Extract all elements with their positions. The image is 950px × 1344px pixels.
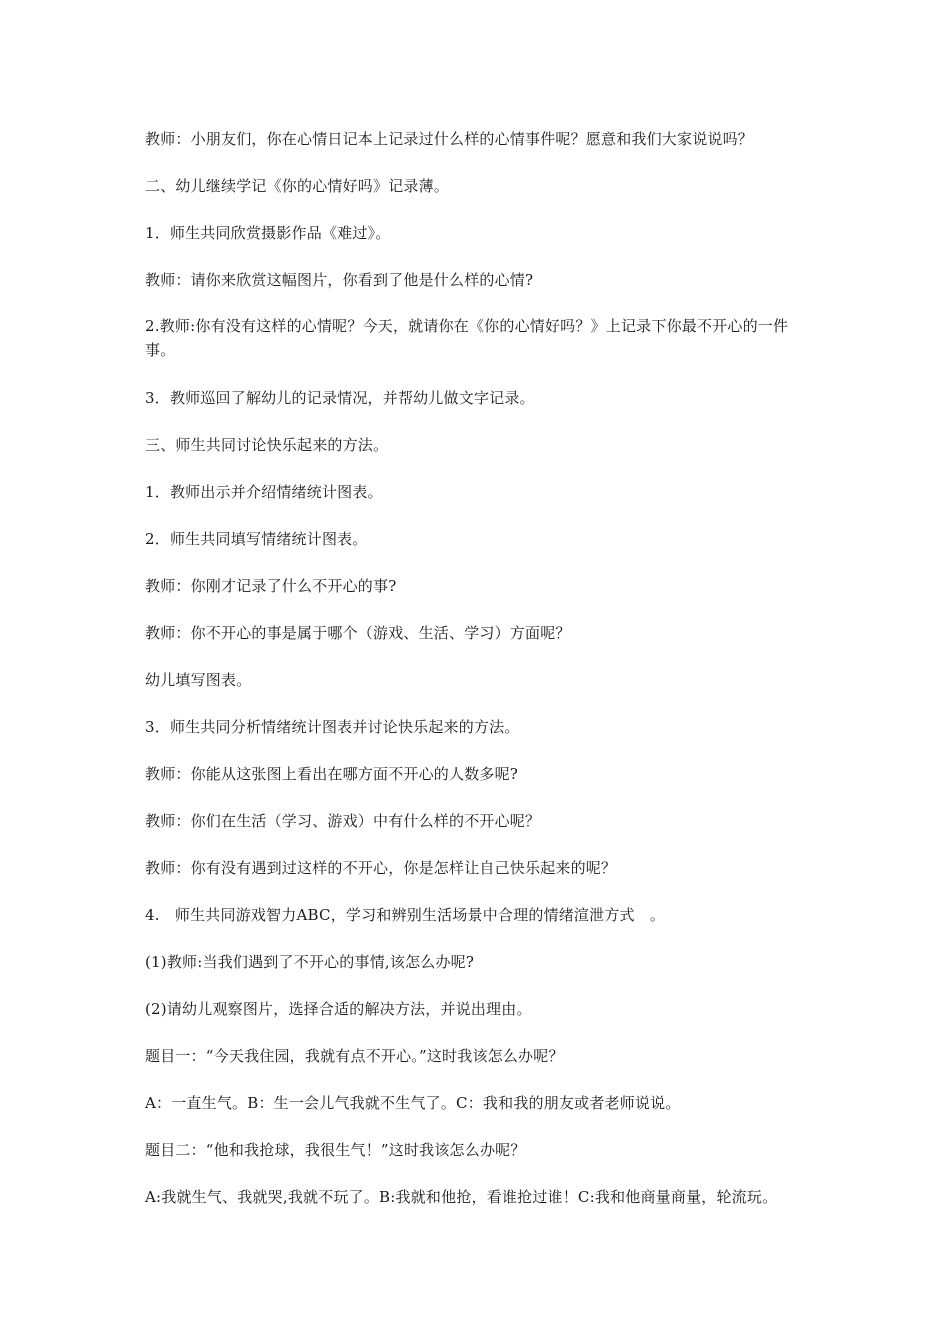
paragraph-question-one-options: A：一直生气。B：生一会儿气我就不生气了。C：我和我的朋友或者老师说说。 — [145, 1094, 681, 1112]
paragraph-step-2-record-unhappy-event: 2.教师:你有没有这样的心情呢？今天，就请你在《你的心情好吗？》上记录下你最不开心的一件事。 — [145, 317, 789, 359]
paragraph-item-1-what-to-do: (1)教师:当我们遇到了不开心的事情,该怎么办呢? — [145, 953, 475, 971]
paragraph-teacher-question-category: 教师：你不开心的事是属于哪个（游戏、生活、学习）方面呢？ — [145, 624, 571, 642]
paragraph-teacher-question-what-unhappy: 教师：你刚才记录了什么不开心的事? — [145, 577, 397, 595]
paragraph-children-fill-chart: 幼儿填写图表。 — [145, 671, 252, 689]
paragraph-step-1-introduce-chart: 1．教师出示并介绍情绪统计图表。 — [145, 483, 383, 501]
paragraph-step-4-game-abc: 4. 师生共同游戏智力ABC，学习和辨别生活场景中合理的情绪渲泄方式 。 — [145, 906, 666, 924]
paragraph-teacher-question-picture: 教师：请你来欣赏这幅图片，你看到了他是什么样的心情? — [145, 271, 534, 289]
section-heading-two: 二、幼儿继续学记《你的心情好吗》记录薄。 — [145, 177, 450, 195]
paragraph-question-two-options: A:我就生气、我就哭,我就不玩了。B:我就和他抢，看谁抢过谁！C:我和他商量商量，轮流玩。 — [145, 1188, 778, 1206]
paragraph-question-one: 题目一：“今天我住园，我就有点不开心。”这时我该怎么办呢？ — [145, 1047, 564, 1065]
paragraph-teacher-question-kind-of-unhappy: 教师：你们在生活（学习、游戏）中有什么样的不开心呢？ — [145, 812, 541, 830]
paragraph-teacher-question-mood-diary: 教师：小朋友们，你在心情日记本上记录过什么样的心情事件呢？愿意和我们大家说说吗？ — [145, 130, 754, 148]
paragraph-step-3-analyze-chart: 3．师生共同分析情绪统计图表并讨论快乐起来的方法。 — [145, 718, 520, 736]
paragraph-question-two: 题目二：“他和我抢球，我很生气！”这时我该怎么办呢？ — [145, 1141, 526, 1159]
paragraph-item-2-observe-picture: (2)请幼儿观察图片，选择合适的解决方法，并说出理由。 — [145, 1000, 532, 1018]
section-heading-three: 三、师生共同讨论快乐起来的方法。 — [145, 436, 389, 454]
paragraph-step-3-teacher-tour: 3．教师巡回了解幼儿的记录情况，并帮幼儿做文字记录。 — [145, 389, 535, 407]
paragraph-teacher-question-become-happy: 教师：你有没有遇到过这样的不开心，你是怎样让自己快乐起来的呢？ — [145, 859, 617, 877]
paragraph-teacher-question-most-unhappy: 教师：你能从这张图上看出在哪方面不开心的人数多呢? — [145, 765, 519, 783]
paragraph-step-2-fill-chart: 2．师生共同填写情绪统计图表。 — [145, 530, 368, 548]
paragraph-step-1-appreciate-photo: 1．师生共同欣赏摄影作品《难过》。 — [145, 224, 391, 242]
